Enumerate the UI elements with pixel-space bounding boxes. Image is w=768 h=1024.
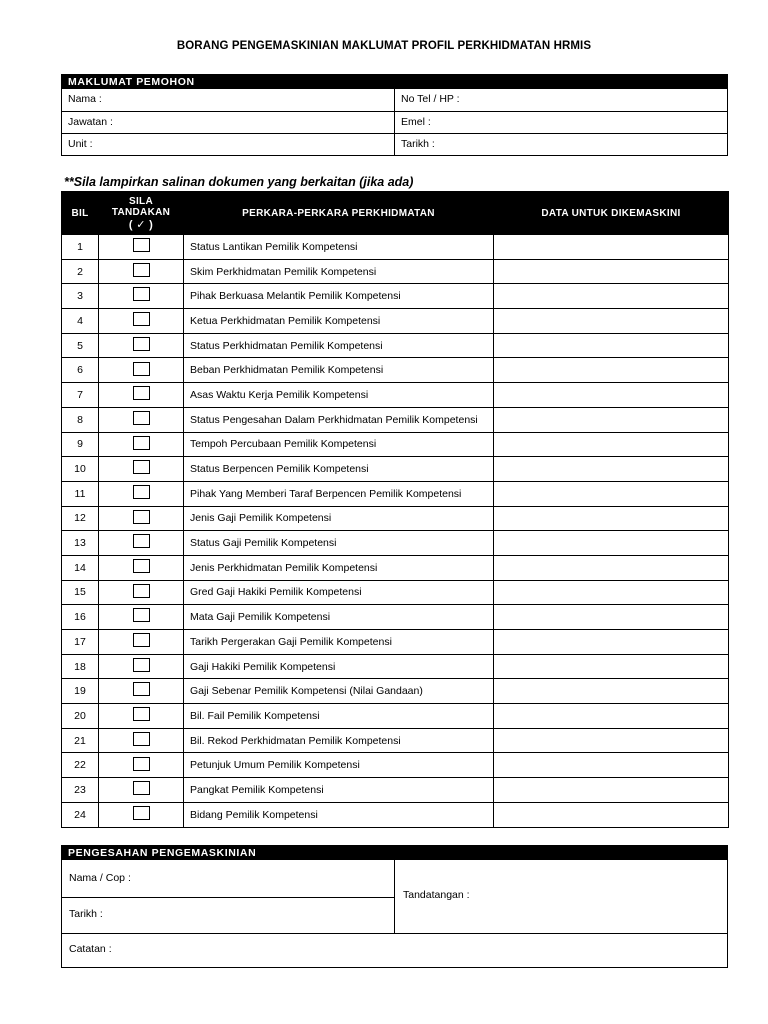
applicant-row [62, 111, 727, 133]
row-item-label: Asas Waktu Kerja Pemilik Kompetensi [184, 383, 494, 408]
jawatan-field[interactable]: Jawatan : [62, 112, 395, 133]
row-number: 9 [62, 432, 99, 457]
row-checkbox-cell [99, 704, 184, 729]
table-row [62, 753, 729, 778]
table-row [62, 778, 729, 803]
row-number: 6 [62, 358, 99, 383]
table-row [62, 333, 729, 358]
tick-checkbox[interactable] [133, 584, 150, 598]
table-row [62, 432, 729, 457]
row-data-field[interactable] [494, 259, 729, 284]
row-item-label: Pihak Berkuasa Melantik Pemilik Kompetensi [184, 284, 494, 309]
tick-checkbox[interactable] [133, 485, 150, 499]
nama-cop-field[interactable]: Nama / Cop : [69, 872, 131, 884]
table-row [62, 679, 729, 704]
table-row [62, 383, 729, 408]
row-data-field[interactable] [494, 407, 729, 432]
row-checkbox-cell [99, 580, 184, 605]
row-item-label: Status Berpencen Pemilik Kompetensi [184, 457, 494, 482]
row-item-label: Beban Perkhidmatan Pemilik Kompetensi [184, 358, 494, 383]
tick-checkbox[interactable] [133, 411, 150, 425]
header-perkara: PERKARA-PERKARA PERKHIDMATAN [184, 192, 494, 235]
tick-checkbox[interactable] [133, 362, 150, 376]
row-data-field[interactable] [494, 679, 729, 704]
row-data-field[interactable] [494, 457, 729, 482]
row-checkbox-cell [99, 753, 184, 778]
no-tel-field[interactable]: No Tel / HP : [401, 93, 460, 105]
row-checkbox-cell [99, 358, 184, 383]
row-checkbox-cell [99, 679, 184, 704]
row-number: 13 [62, 531, 99, 556]
table-row [62, 630, 729, 655]
row-item-label: Bil. Rekod Perkhidmatan Pemilik Kompetensi [184, 728, 494, 753]
table-body [62, 235, 729, 828]
nama-field[interactable]: Nama : [62, 89, 395, 111]
row-item-label: Tarikh Pergerakan Gaji Pemilik Kompetensi [184, 630, 494, 655]
emel-field[interactable]: Emel : [401, 116, 431, 128]
tick-checkbox[interactable] [133, 263, 150, 277]
applicant-row [62, 89, 727, 111]
table-row [62, 654, 729, 679]
table-row [62, 407, 729, 432]
row-checkbox-cell [99, 802, 184, 827]
table-row [62, 284, 729, 309]
row-number: 14 [62, 555, 99, 580]
row-item-label: Jenis Gaji Pemilik Kompetensi [184, 506, 494, 531]
table-row [62, 309, 729, 334]
tick-checkbox[interactable] [133, 781, 150, 795]
tick-checkbox[interactable] [133, 534, 150, 548]
header-data: DATA UNTUK DIKEMASKINI [494, 192, 729, 235]
row-data-field[interactable] [494, 358, 729, 383]
row-number: 17 [62, 630, 99, 655]
row-item-label: Jenis Perkhidmatan Pemilik Kompetensi [184, 555, 494, 580]
row-data-field[interactable] [494, 580, 729, 605]
row-item-label: Status Perkhidmatan Pemilik Kompetensi [184, 333, 494, 358]
attachment-note: **Sila lampirkan salinan dokumen yang berkaitan (jika ada) [64, 175, 414, 189]
tick-checkbox[interactable] [133, 287, 150, 301]
row-data-field[interactable] [494, 654, 729, 679]
row-item-label: Bil. Fail Pemilik Kompetensi [184, 704, 494, 729]
row-number: 12 [62, 506, 99, 531]
row-data-field[interactable] [494, 728, 729, 753]
table-row [62, 580, 729, 605]
table-row [62, 481, 729, 506]
header-bil: BIL [62, 192, 99, 235]
row-data-field[interactable] [494, 605, 729, 630]
applicant-section-heading: MAKLUMAT PEMOHON [62, 75, 727, 89]
header-sila-line1: SILA [129, 195, 153, 207]
verification-body [62, 860, 727, 967]
catatan-field[interactable]: Catatan : [69, 943, 112, 955]
row-item-label: Skim Perkhidmatan Pemilik Kompetensi [184, 259, 494, 284]
row-data-field[interactable] [494, 481, 729, 506]
row-data-field[interactable] [494, 753, 729, 778]
row-item-label: Ketua Perkhidmatan Pemilik Kompetensi [184, 309, 494, 334]
row-checkbox-cell [99, 457, 184, 482]
tick-checkbox[interactable] [133, 460, 150, 474]
row-data-field[interactable] [494, 531, 729, 556]
tick-checkbox[interactable] [133, 510, 150, 524]
row-item-label: Bidang Pemilik Kompetensi [184, 802, 494, 827]
row-number: 4 [62, 309, 99, 334]
table-row [62, 555, 729, 580]
tick-checkbox[interactable] [133, 658, 150, 672]
row-checkbox-cell [99, 481, 184, 506]
table-row [62, 728, 729, 753]
row-number: 18 [62, 654, 99, 679]
row-number: 21 [62, 728, 99, 753]
table-header-row [62, 192, 729, 235]
row-checkbox-cell [99, 259, 184, 284]
verification-divider [62, 933, 727, 934]
row-data-field[interactable] [494, 778, 729, 803]
row-data-field[interactable] [494, 802, 729, 827]
row-checkbox-cell [99, 531, 184, 556]
row-number: 1 [62, 235, 99, 260]
header-sila-tandakan [99, 192, 184, 235]
table-row [62, 531, 729, 556]
row-checkbox-cell [99, 333, 184, 358]
row-number: 3 [62, 284, 99, 309]
tarikh-field[interactable]: Tarikh : [401, 138, 435, 150]
row-checkbox-cell [99, 605, 184, 630]
row-checkbox-cell [99, 383, 184, 408]
tick-checkbox[interactable] [133, 732, 150, 746]
tick-checkbox[interactable] [133, 806, 150, 820]
tick-checkbox[interactable] [133, 312, 150, 326]
row-number: 16 [62, 605, 99, 630]
verification-section [61, 845, 728, 968]
row-data-field[interactable] [494, 383, 729, 408]
row-checkbox-cell [99, 235, 184, 260]
row-data-field[interactable] [494, 333, 729, 358]
row-data-field[interactable] [494, 704, 729, 729]
tick-checkbox[interactable] [133, 682, 150, 696]
row-item-label: Status Gaji Pemilik Kompetensi [184, 531, 494, 556]
table-row [62, 704, 729, 729]
service-items-table [61, 191, 729, 828]
row-checkbox-cell [99, 506, 184, 531]
tick-checkbox[interactable] [133, 436, 150, 450]
row-checkbox-cell [99, 432, 184, 457]
tick-checkbox[interactable] [133, 238, 150, 252]
row-item-label: Mata Gaji Pemilik Kompetensi [184, 605, 494, 630]
row-item-label: Gred Gaji Hakiki Pemilik Kompetensi [184, 580, 494, 605]
row-data-field[interactable] [494, 630, 729, 655]
table-row [62, 358, 729, 383]
row-checkbox-cell [99, 284, 184, 309]
row-item-label: Tempoh Percubaan Pemilik Kompetensi [184, 432, 494, 457]
row-item-label: Status Lantikan Pemilik Kompetensi [184, 235, 494, 260]
row-checkbox-cell [99, 654, 184, 679]
row-number: 19 [62, 679, 99, 704]
tick-checkbox[interactable] [133, 707, 150, 721]
row-number: 7 [62, 383, 99, 408]
row-checkbox-cell [99, 728, 184, 753]
verification-divider [62, 897, 395, 898]
row-checkbox-cell [99, 630, 184, 655]
table-row [62, 259, 729, 284]
row-number: 8 [62, 407, 99, 432]
tick-checkbox[interactable] [133, 559, 150, 573]
row-number: 10 [62, 457, 99, 482]
row-data-field[interactable] [494, 284, 729, 309]
header-tick: ( ✓ ) [128, 218, 154, 231]
unit-field[interactable]: Unit : [62, 134, 395, 155]
row-item-label: Gaji Hakiki Pemilik Kompetensi [184, 654, 494, 679]
row-checkbox-cell [99, 778, 184, 803]
row-checkbox-cell [99, 555, 184, 580]
row-checkbox-cell [99, 407, 184, 432]
row-number: 20 [62, 704, 99, 729]
row-data-field[interactable] [494, 309, 729, 334]
row-item-label: Pihak Yang Memberi Taraf Berpencen Pemilik Kompetensi [184, 481, 494, 506]
tandatangan-field[interactable]: Tandatangan : [403, 889, 470, 901]
header-sila-line2: TANDAKAN [111, 206, 171, 218]
table-row [62, 235, 729, 260]
row-item-label: Petunjuk Umum Pemilik Kompetensi [184, 753, 494, 778]
row-number: 22 [62, 753, 99, 778]
table-row [62, 605, 729, 630]
row-data-field[interactable] [494, 555, 729, 580]
row-item-label: Pangkat Pemilik Kompetensi [184, 778, 494, 803]
tick-checkbox[interactable] [133, 757, 150, 771]
tick-checkbox[interactable] [133, 337, 150, 351]
row-number: 11 [62, 481, 99, 506]
tick-checkbox[interactable] [133, 633, 150, 647]
table-row [62, 802, 729, 827]
row-number: 24 [62, 802, 99, 827]
tick-checkbox[interactable] [133, 386, 150, 400]
row-item-label: Gaji Sebenar Pemilik Kompetensi (Nilai Gandaan) [184, 679, 494, 704]
verification-section-heading: PENGESAHAN PENGEMASKINIAN [62, 846, 727, 860]
table-row [62, 506, 729, 531]
row-data-field[interactable] [494, 235, 729, 260]
row-number: 15 [62, 580, 99, 605]
row-data-field[interactable] [494, 506, 729, 531]
table-row [62, 457, 729, 482]
tick-checkbox[interactable] [133, 608, 150, 622]
applicant-section [61, 74, 728, 156]
row-checkbox-cell [99, 309, 184, 334]
row-item-label: Status Pengesahan Dalam Perkhidmatan Pemilik Kompetensi [184, 407, 494, 432]
verification-tarikh-field[interactable]: Tarikh : [69, 908, 103, 920]
applicant-row [62, 133, 727, 155]
row-number: 5 [62, 333, 99, 358]
row-data-field[interactable] [494, 432, 729, 457]
row-number: 23 [62, 778, 99, 803]
form-title: BORANG PENGEMASKINIAN MAKLUMAT PROFIL PERKHIDMATAN HRMIS [176, 40, 592, 52]
row-number: 2 [62, 259, 99, 284]
